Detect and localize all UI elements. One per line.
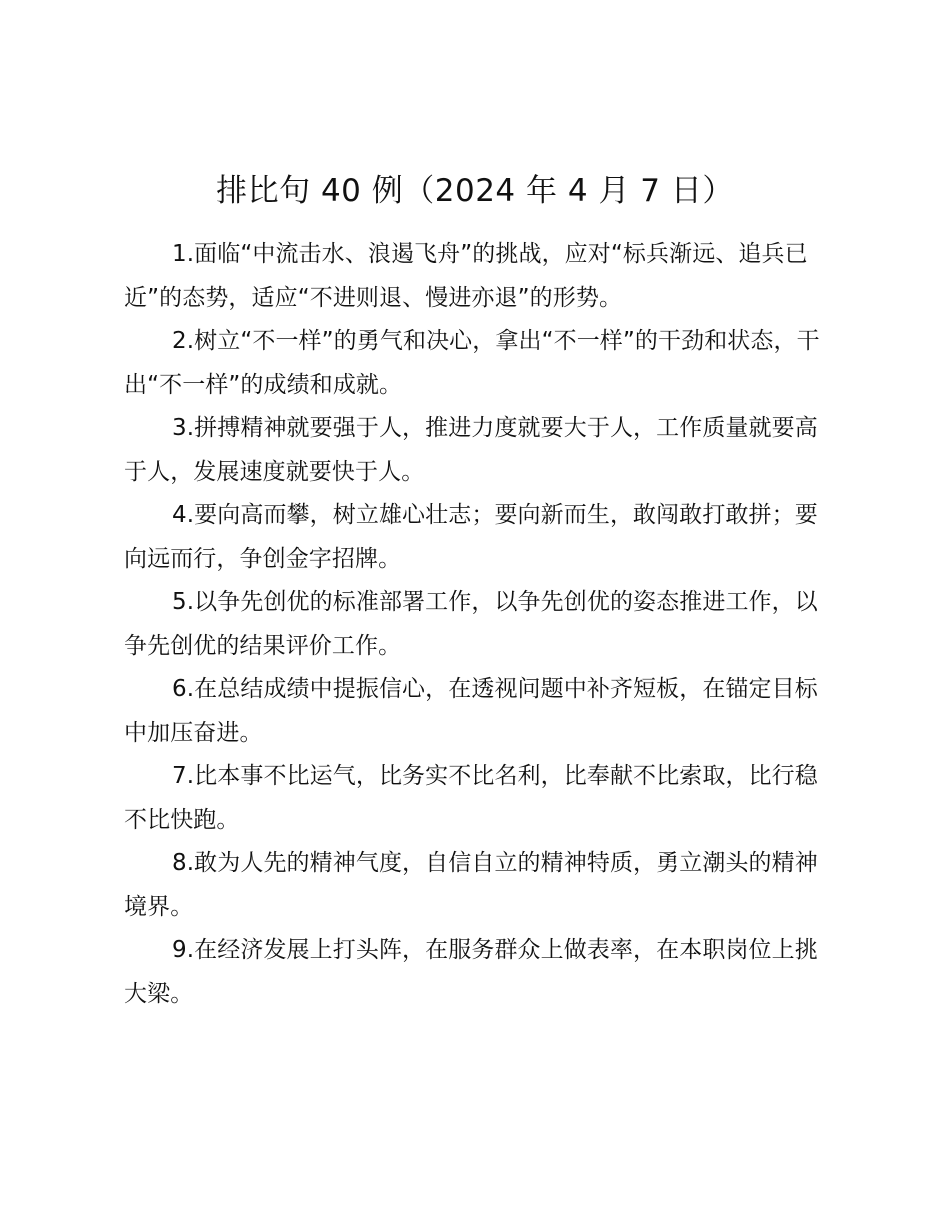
list-item: 1.面临“中流击水、浪遏飞舟”的挑战，应对“标兵渐远、追兵已近”的态势，适应“不进则退、慢进亦退”的形势。 (124, 241, 808, 311)
list-item: 4.要向高而攀，树立雄心壮志；要向新而生，敢闯敢打敢拼；要向远而行，争创金字招牌。 (124, 502, 818, 572)
paragraph-list (124, 233, 836, 1016)
list-item: 6.在总结成绩中提振信心，在透视问题中补齐短板，在锚定目标中加压奋进。 (124, 676, 818, 746)
list-item: 7.比本事不比运气，比务实不比名利，比奉献不比索取，比行稳不比快跑。 (124, 763, 818, 833)
list-item: 8.敢为人先的精神气度，自信自立的精神特质，勇立潮头的精神境界。 (124, 850, 818, 920)
document-title: 排比句 40 例（2024 年 4 月 7 日） (216, 173, 734, 209)
list-item: 2.树立“不一样”的勇气和决心，拿出“不一样”的干劲和状态，干出“不一样”的成绩和成就。 (124, 328, 820, 398)
list-item: 9.在经济发展上打头阵，在服务群众上做表率，在本职岗位上挑大梁。 (124, 937, 818, 1007)
list-item: 3.拼搏精神就要强于人，推进力度就要大于人，工作质量就要高于人，发展速度就要快于人。 (124, 415, 818, 485)
list-item: 5.以争先创优的标准部署工作，以争先创优的姿态推进工作，以争先创优的结果评价工作。 (124, 589, 818, 659)
